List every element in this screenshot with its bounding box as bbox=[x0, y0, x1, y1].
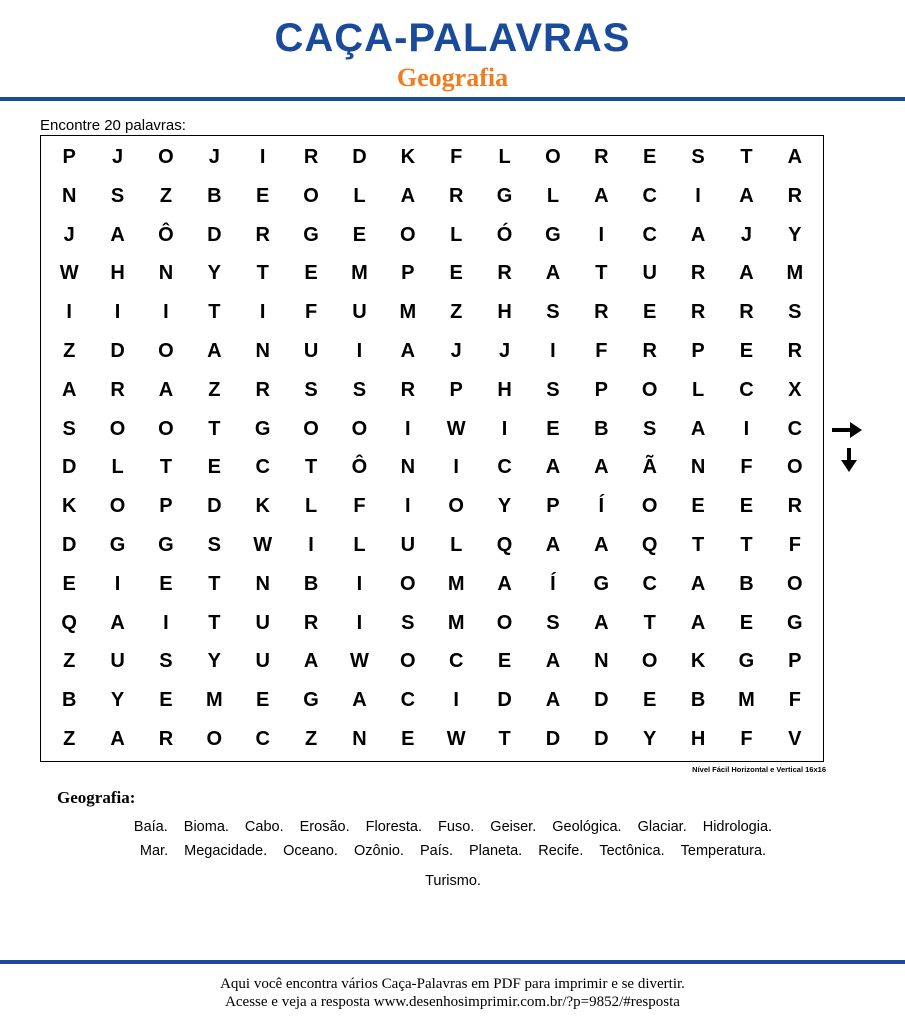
grid-cell[interactable]: L bbox=[111, 456, 124, 479]
grid-cell[interactable]: S bbox=[546, 301, 560, 324]
grid-cell[interactable]: M bbox=[447, 611, 465, 634]
grid-cell[interactable]: E bbox=[352, 223, 367, 246]
grid-cell[interactable]: T bbox=[208, 301, 221, 324]
grid-cell[interactable]: F bbox=[450, 145, 463, 168]
grid-cell[interactable]: T bbox=[643, 611, 656, 634]
grid-cell[interactable]: M bbox=[786, 262, 804, 285]
grid-cell[interactable]: F bbox=[740, 456, 753, 479]
grid-cell[interactable]: D bbox=[594, 728, 609, 751]
grid-cell[interactable]: A bbox=[352, 689, 367, 712]
page-subtitle: Geografia bbox=[396, 63, 509, 92]
grid-cell[interactable]: A bbox=[594, 184, 609, 207]
grid-cell[interactable]: A bbox=[497, 572, 512, 595]
grid-cell[interactable]: F bbox=[788, 689, 801, 712]
word-list-item: Cabo. bbox=[244, 819, 284, 835]
grid-cell[interactable]: L bbox=[353, 534, 366, 557]
word-list-item: Megacidade. bbox=[184, 843, 268, 859]
grid-cell[interactable]: R bbox=[642, 339, 657, 362]
grid-cell[interactable]: E bbox=[159, 689, 173, 712]
grid-cell[interactable]: D bbox=[110, 339, 125, 362]
grid-cell[interactable]: A bbox=[545, 689, 561, 712]
grid-cell[interactable]: A bbox=[545, 534, 561, 557]
grid-cell[interactable]: C bbox=[642, 184, 657, 207]
grid-cell[interactable]: B bbox=[303, 572, 319, 595]
grid-cell[interactable]: I bbox=[356, 339, 363, 362]
grid-cell[interactable]: M bbox=[738, 689, 755, 712]
grid-cell[interactable]: D bbox=[207, 495, 222, 518]
grid-cell[interactable]: N bbox=[158, 262, 174, 285]
grid-cell[interactable]: I bbox=[66, 301, 72, 324]
grid-cell[interactable]: N bbox=[594, 650, 609, 673]
grid-cell[interactable]: F bbox=[304, 301, 318, 324]
grid-cell[interactable]: S bbox=[159, 650, 173, 673]
grid-cell[interactable]: R bbox=[787, 184, 803, 207]
grid-cell[interactable]: A bbox=[690, 611, 706, 634]
grid-cell[interactable]: E bbox=[691, 495, 705, 518]
grid-cell[interactable]: G bbox=[593, 572, 610, 595]
grid-cell[interactable]: E bbox=[643, 301, 657, 324]
grid-cell[interactable]: T bbox=[691, 534, 705, 557]
grid-cell[interactable]: B bbox=[207, 184, 222, 207]
grid-cell[interactable]: S bbox=[352, 378, 367, 401]
grid-cell[interactable]: R bbox=[448, 184, 464, 207]
grid-cell[interactable]: M bbox=[351, 262, 368, 285]
grid-cell[interactable]: Y bbox=[110, 689, 125, 712]
grid-cell[interactable]: D bbox=[594, 689, 609, 712]
grid-cell[interactable]: K bbox=[690, 650, 706, 673]
grid-cell[interactable]: U bbox=[642, 262, 657, 285]
grid-cell[interactable]: R bbox=[690, 301, 706, 324]
grid-cell[interactable]: N bbox=[352, 728, 367, 751]
grid-cell[interactable]: A bbox=[690, 417, 706, 440]
grid-cell[interactable]: O bbox=[303, 184, 319, 207]
grid-cell[interactable]: I bbox=[743, 417, 750, 440]
grid-cell[interactable]: P bbox=[62, 145, 76, 168]
grid-cell[interactable]: S bbox=[788, 301, 802, 324]
grid-cell[interactable]: F bbox=[353, 495, 366, 518]
word-list-item: Fuso. bbox=[438, 819, 475, 835]
grid-cell[interactable]: A bbox=[110, 223, 125, 246]
grid-cell[interactable]: N bbox=[61, 184, 77, 207]
instruction-text: Encontre 20 palavras: bbox=[40, 117, 186, 134]
grid-cell[interactable]: U bbox=[400, 534, 416, 557]
level-note: Nível Fácil Horizontal e Vertical 16x16 bbox=[692, 765, 826, 774]
grid-cell[interactable]: G bbox=[496, 184, 513, 207]
grid-cell[interactable]: A bbox=[303, 650, 319, 673]
grid-cell[interactable]: Í bbox=[550, 572, 556, 595]
grid-cell[interactable]: O bbox=[351, 417, 368, 440]
grid-cell[interactable]: R bbox=[497, 262, 512, 285]
word-list-item: Hidrologia. bbox=[702, 819, 773, 835]
grid-cell[interactable]: I bbox=[308, 534, 314, 557]
grid-cell[interactable]: C bbox=[739, 378, 754, 401]
grid-cell[interactable]: S bbox=[546, 378, 560, 401]
word-list-item: Baía. bbox=[133, 819, 168, 835]
grid-cell[interactable]: L bbox=[691, 378, 705, 401]
grid-cell[interactable]: Z bbox=[304, 728, 318, 751]
grid-cell[interactable]: E bbox=[449, 262, 463, 285]
grid-cell[interactable]: S bbox=[304, 378, 318, 401]
word-list-item: Erosão. bbox=[299, 819, 350, 835]
word-list-item: Glaciar. bbox=[637, 819, 687, 835]
grid-cell[interactable]: M bbox=[447, 572, 465, 595]
word-list-item: País. bbox=[419, 843, 453, 859]
grid-cell[interactable]: K bbox=[255, 495, 270, 518]
grid-cell[interactable]: P bbox=[788, 650, 802, 673]
grid-cell[interactable]: N bbox=[400, 456, 416, 479]
grid-cell[interactable]: F bbox=[788, 534, 801, 557]
footer-divider bbox=[0, 960, 905, 964]
grid-cell[interactable]: Z bbox=[63, 650, 76, 673]
grid-cell[interactable]: I bbox=[356, 611, 363, 634]
grid-cell[interactable]: B bbox=[739, 572, 754, 595]
grid-cell[interactable]: A bbox=[739, 262, 754, 285]
grid-cell[interactable]: L bbox=[304, 495, 318, 518]
grid-cell[interactable]: A bbox=[400, 339, 416, 362]
grid-cell[interactable]: M bbox=[399, 301, 417, 324]
grid-cell[interactable]: Q bbox=[641, 534, 658, 557]
word-list-item: Planeta. bbox=[469, 843, 523, 859]
grid-cell[interactable]: D bbox=[352, 145, 367, 168]
grid-cell[interactable]: T bbox=[740, 534, 753, 557]
word-list-item: Bioma. bbox=[183, 819, 229, 835]
grid-cell[interactable]: O bbox=[641, 378, 658, 401]
grid-cell[interactable]: A bbox=[61, 378, 77, 401]
grid-cell[interactable]: L bbox=[450, 534, 463, 557]
grid-cell[interactable]: S bbox=[643, 417, 657, 440]
word-list-item: Mar. bbox=[139, 843, 169, 859]
grid-cell[interactable]: E bbox=[497, 650, 512, 673]
grid-cell[interactable]: Ô bbox=[351, 456, 368, 479]
grid-cell[interactable]: J bbox=[112, 145, 124, 168]
grid-cell[interactable]: G bbox=[545, 223, 561, 246]
grid-cell[interactable]: R bbox=[110, 378, 125, 401]
word-list-item: Geiser. bbox=[490, 819, 537, 835]
grid-cell[interactable]: F bbox=[595, 339, 608, 362]
grid-cell[interactable]: A bbox=[594, 611, 609, 634]
grid-cell[interactable]: A bbox=[545, 262, 561, 285]
grid-cell[interactable]: I bbox=[356, 572, 363, 595]
grid-cell[interactable]: U bbox=[110, 650, 125, 673]
grid-cell[interactable]: Y bbox=[788, 223, 802, 246]
grid-cell[interactable]: Ó bbox=[496, 223, 513, 246]
grid-cell[interactable]: N bbox=[255, 339, 270, 362]
grid-cell[interactable]: C bbox=[642, 572, 657, 595]
word-list-item: Tectônica. bbox=[599, 843, 665, 859]
grid-cell[interactable]: Z bbox=[208, 378, 221, 401]
grid-cell[interactable]: P bbox=[401, 262, 415, 285]
grid-cell[interactable]: Í bbox=[598, 495, 605, 518]
grid-cell[interactable]: I bbox=[453, 456, 459, 479]
grid-cell[interactable]: N bbox=[690, 456, 706, 479]
grid-cell[interactable]: Z bbox=[159, 184, 173, 207]
footer-line-1: Aqui você encontra vários Caça-Palavras em PDF para imprimir e se divertir. bbox=[220, 976, 685, 992]
grid-cell[interactable]: I bbox=[501, 417, 508, 440]
grid-cell[interactable]: A bbox=[158, 378, 174, 401]
grid-cell[interactable]: O bbox=[641, 495, 658, 518]
grid-cell[interactable]: H bbox=[497, 378, 512, 401]
grid-cell[interactable]: R bbox=[690, 262, 706, 285]
grid-cell[interactable]: K bbox=[400, 145, 416, 168]
grid-cell[interactable]: R bbox=[739, 301, 754, 324]
grid-cell[interactable]: P bbox=[691, 339, 705, 362]
grid-cell[interactable]: R bbox=[255, 223, 270, 246]
grid-cell[interactable]: Ã bbox=[642, 456, 657, 479]
grid-cell[interactable]: C bbox=[255, 728, 270, 751]
grid-cell[interactable]: A bbox=[594, 534, 609, 557]
grid-cell[interactable]: O bbox=[158, 339, 174, 362]
grid-cell[interactable]: Y bbox=[643, 728, 657, 751]
word-list-row bbox=[40, 815, 866, 839]
grid-cell[interactable]: O bbox=[400, 650, 416, 673]
grid-cell[interactable]: M bbox=[205, 689, 223, 712]
grid-cell[interactable]: E bbox=[643, 145, 657, 168]
grid-cell[interactable]: I bbox=[453, 689, 459, 712]
grid-cell[interactable]: J bbox=[740, 223, 752, 246]
grid-cell[interactable]: D bbox=[497, 689, 512, 712]
word-list-row bbox=[40, 869, 866, 893]
grid-cell[interactable]: A bbox=[545, 456, 561, 479]
grid-cell[interactable]: D bbox=[61, 534, 77, 557]
grid-cell[interactable]: Y bbox=[497, 495, 512, 518]
grid-cell[interactable]: R bbox=[787, 495, 803, 518]
grid-cell[interactable]: O bbox=[109, 495, 126, 518]
grid-cell[interactable]: O bbox=[303, 417, 319, 440]
grid-cell[interactable]: E bbox=[207, 456, 221, 479]
grid-cell[interactable]: A bbox=[400, 184, 416, 207]
grid-cell[interactable]: E bbox=[739, 495, 754, 518]
grid-cell[interactable]: T bbox=[595, 262, 608, 285]
grid-cell[interactable]: G bbox=[738, 650, 755, 673]
grid-cell[interactable]: A bbox=[690, 223, 706, 246]
grid-cell[interactable]: R bbox=[594, 145, 609, 168]
grid-cell[interactable]: Q bbox=[61, 611, 77, 634]
grid-cell[interactable]: C bbox=[255, 456, 270, 479]
grid-cell[interactable]: P bbox=[546, 495, 560, 518]
word-list-item: Turismo. bbox=[425, 873, 481, 889]
grid-cell[interactable]: S bbox=[691, 145, 705, 168]
word-list-item: Geológica. bbox=[552, 819, 622, 835]
grid-cell[interactable]: B bbox=[690, 689, 706, 712]
grid-cell[interactable]: H bbox=[690, 728, 706, 751]
grid-cell[interactable]: I bbox=[114, 572, 121, 595]
grid-cell[interactable]: B bbox=[61, 689, 77, 712]
grid-cell[interactable]: D bbox=[207, 223, 222, 246]
grid-cell[interactable]: P bbox=[159, 495, 173, 518]
grid-cell[interactable]: H bbox=[110, 262, 125, 285]
grid-cell[interactable]: J bbox=[450, 339, 462, 362]
grid-cell[interactable]: H bbox=[497, 301, 512, 324]
arrow-down-icon bbox=[839, 446, 859, 474]
grid-cell[interactable]: O bbox=[158, 417, 174, 440]
grid-cell[interactable]: I bbox=[405, 495, 411, 518]
grid-cell[interactable]: C bbox=[497, 456, 512, 479]
grid-cell[interactable]: G bbox=[303, 223, 319, 246]
grid-cell[interactable]: F bbox=[740, 728, 753, 751]
grid-cell[interactable]: G bbox=[158, 534, 174, 557]
grid-cell[interactable]: T bbox=[740, 145, 753, 168]
grid-cell[interactable]: A bbox=[207, 339, 222, 362]
grid-cell[interactable]: E bbox=[256, 689, 270, 712]
grid-cell[interactable]: J bbox=[499, 339, 511, 362]
grid-cell[interactable]: I bbox=[259, 301, 266, 324]
grid-cell[interactable]: G bbox=[303, 689, 319, 712]
word-list-item: Temperatura. bbox=[680, 843, 767, 859]
grid-cell[interactable]: I bbox=[405, 417, 411, 440]
grid-cell[interactable]: Z bbox=[63, 339, 76, 362]
arrow-right-icon bbox=[830, 421, 864, 439]
grid-cell[interactable]: Y bbox=[207, 650, 221, 673]
word-list-item: Ozônio. bbox=[353, 843, 404, 859]
grid-cell[interactable]: I bbox=[163, 611, 169, 634]
grid-cell[interactable]: C bbox=[400, 689, 416, 712]
grid-cell[interactable]: B bbox=[594, 417, 609, 440]
grid-cell[interactable]: A bbox=[739, 184, 754, 207]
grid-cell[interactable]: T bbox=[208, 572, 221, 595]
grid-cell[interactable]: O bbox=[545, 145, 561, 168]
grid-cell[interactable]: E bbox=[739, 611, 754, 634]
grid-cell[interactable]: A bbox=[594, 456, 609, 479]
grid-cell[interactable]: O bbox=[448, 495, 464, 518]
grid-cell[interactable]: T bbox=[208, 611, 221, 634]
grid-cell[interactable]: O bbox=[400, 223, 416, 246]
word-list-item: Recife. bbox=[538, 843, 584, 859]
grid-cell[interactable]: L bbox=[546, 184, 560, 207]
grid-cell[interactable]: W bbox=[253, 534, 273, 557]
grid-cell[interactable]: Z bbox=[450, 301, 463, 324]
grid-cell[interactable]: T bbox=[256, 262, 269, 285]
footer-line-2: Acesse e veja a resposta www.desenhosimprimir.com.br/?p=9852/#resposta bbox=[225, 994, 680, 1010]
grid-cell[interactable]: L bbox=[353, 184, 366, 207]
grid-cell[interactable]: O bbox=[400, 572, 416, 595]
grid-cell[interactable]: A bbox=[110, 728, 125, 751]
grid-cell[interactable]: D bbox=[61, 456, 77, 479]
grid-cell[interactable]: S bbox=[546, 611, 560, 634]
footer bbox=[0, 975, 905, 1011]
grid-cell[interactable]: R bbox=[303, 611, 319, 634]
grid-cell[interactable]: K bbox=[61, 495, 77, 518]
grid-cell[interactable]: T bbox=[159, 456, 173, 479]
grid-cell[interactable]: R bbox=[158, 728, 174, 751]
grid-cell[interactable]: I bbox=[259, 145, 266, 168]
grid-cell[interactable]: U bbox=[352, 301, 367, 324]
grid-cell[interactable]: O bbox=[206, 728, 223, 751]
grid-cell[interactable]: E bbox=[401, 728, 415, 751]
grid-cell[interactable]: X bbox=[788, 378, 802, 401]
grid-cell[interactable]: L bbox=[498, 145, 511, 168]
header-divider bbox=[0, 97, 905, 101]
grid-cell[interactable]: R bbox=[400, 378, 416, 401]
grid-cell[interactable]: O bbox=[787, 456, 803, 479]
grid-cell[interactable]: W bbox=[59, 262, 79, 285]
grid-cell[interactable]: O bbox=[787, 572, 803, 595]
grid-cell[interactable]: G bbox=[787, 611, 803, 634]
grid-cell[interactable]: E bbox=[739, 339, 754, 362]
grid-cell[interactable]: C bbox=[448, 650, 464, 673]
word-list-item: Oceano. bbox=[283, 843, 338, 859]
word-list-item: Floresta. bbox=[365, 819, 423, 835]
word-list-title: Geografia: bbox=[57, 788, 136, 807]
grid-cell[interactable]: O bbox=[109, 417, 126, 440]
grid-cell[interactable]: C bbox=[642, 223, 657, 246]
grid-cell[interactable]: T bbox=[498, 728, 511, 751]
grid-cell[interactable]: A bbox=[110, 611, 125, 634]
grid-cell[interactable]: S bbox=[110, 184, 125, 207]
grid-cell[interactable]: O bbox=[158, 145, 174, 168]
grid-cell[interactable]: I bbox=[550, 339, 556, 362]
grid-cell[interactable]: I bbox=[163, 301, 169, 324]
grid-cell[interactable]: I bbox=[598, 223, 605, 246]
grid-cell[interactable]: E bbox=[643, 689, 657, 712]
grid-cell[interactable]: R bbox=[787, 339, 803, 362]
grid-cell[interactable]: U bbox=[255, 611, 270, 634]
grid-cell[interactable]: A bbox=[787, 145, 803, 168]
grid-cell[interactable]: Y bbox=[207, 262, 221, 285]
grid-cell[interactable]: W bbox=[446, 417, 466, 440]
grid-cell[interactable]: N bbox=[255, 572, 270, 595]
grid-cell[interactable]: A bbox=[545, 650, 561, 673]
grid-cell[interactable]: G bbox=[254, 417, 271, 440]
page-title: CAÇA-PALAVRAS bbox=[274, 16, 631, 60]
grid-cell[interactable]: Q bbox=[496, 534, 513, 557]
grid-cell[interactable]: D bbox=[545, 728, 561, 751]
grid-cell[interactable]: P bbox=[449, 378, 463, 401]
grid-cell[interactable]: O bbox=[641, 650, 658, 673]
grid-cell[interactable]: U bbox=[255, 650, 270, 673]
grid-cell[interactable]: E bbox=[159, 572, 173, 595]
grid-cell[interactable]: S bbox=[401, 611, 415, 634]
grid-cell[interactable]: T bbox=[304, 456, 318, 479]
grid-cell[interactable]: R bbox=[594, 301, 609, 324]
grid-cell[interactable]: T bbox=[208, 417, 221, 440]
grid-cell[interactable]: E bbox=[62, 572, 76, 595]
grid-cell[interactable]: C bbox=[787, 417, 803, 440]
grid-cell[interactable]: U bbox=[303, 339, 319, 362]
grid-cell[interactable]: G bbox=[109, 534, 126, 557]
grid-cell[interactable]: O bbox=[496, 611, 513, 634]
word-list-row bbox=[40, 839, 866, 863]
grid-cell[interactable]: S bbox=[207, 534, 221, 557]
grid-cell[interactable]: I bbox=[114, 301, 121, 324]
word-list bbox=[40, 815, 866, 893]
grid-cell[interactable]: W bbox=[349, 650, 369, 673]
word-search-grid bbox=[40, 135, 824, 762]
grid-cell[interactable]: E bbox=[304, 262, 318, 285]
grid-cell[interactable]: E bbox=[256, 184, 270, 207]
grid-cell[interactable]: L bbox=[450, 223, 463, 246]
grid-cell[interactable]: S bbox=[62, 417, 76, 440]
grid-cell[interactable]: I bbox=[695, 184, 701, 207]
grid-cell[interactable]: R bbox=[303, 145, 319, 168]
grid-cell[interactable]: J bbox=[63, 223, 75, 246]
grid-cell[interactable]: J bbox=[208, 145, 220, 168]
grid-cell[interactable]: W bbox=[446, 728, 466, 751]
grid-cell[interactable]: Ô bbox=[158, 223, 174, 246]
grid-cell[interactable]: Z bbox=[63, 728, 76, 751]
grid-cell[interactable]: R bbox=[255, 378, 270, 401]
grid-cell[interactable]: P bbox=[594, 378, 608, 401]
grid-cell[interactable]: V bbox=[788, 728, 802, 751]
grid-cell[interactable]: A bbox=[690, 572, 706, 595]
grid-cell[interactable]: E bbox=[546, 417, 560, 440]
